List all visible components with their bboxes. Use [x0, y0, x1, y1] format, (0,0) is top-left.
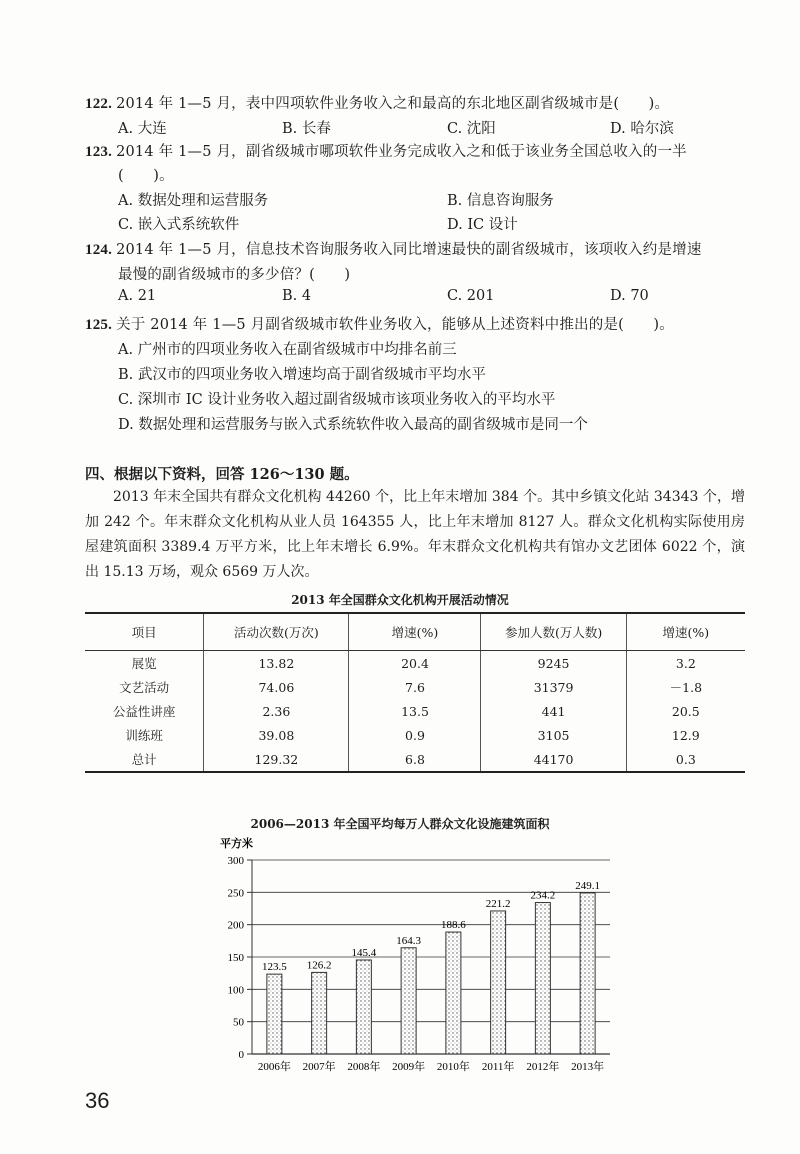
bar-value-label: 145.4: [351, 946, 377, 959]
y-tick-label: 150: [227, 952, 244, 964]
option: D. 数据处理和运营服务与嵌入式系统软件收入最高的副省级城市是同一个: [118, 417, 588, 433]
table-header-row: [85, 613, 745, 651]
question-123: [85, 140, 687, 161]
y-axis-label: 平方米: [220, 838, 253, 850]
bar-value-label: 249.1: [575, 879, 600, 892]
table-cell: 展览: [131, 656, 157, 671]
table-cell: 13.82: [204, 651, 349, 676]
table-cell: 129.32: [204, 747, 349, 772]
y-tick-label: 50: [233, 1016, 244, 1029]
activity-table: [85, 612, 745, 773]
table-header-cell: 参加人数(万人数): [481, 613, 626, 651]
table-cell: 441: [481, 699, 626, 723]
section-paragraph: 2013 年末全国共有群众文化机构 44260 个，比上年末增加 384 个。其中乡镇文化站 34343 个，增加 242 个。年末群众文化机构从业人员 164355 人，比上年末增加 8127 人。群众文化机构实际使用房屋建筑面积 3389.4 万平方米，比上年末增长 6.9%。年末群众文化机构共有馆办文艺团体 6022 个，演出 15.13 万场，观众 6569 万人次。: [85, 489, 745, 580]
bar: [267, 974, 282, 1054]
table-header-cell: 增速(%): [626, 613, 745, 651]
bar-value-label: 234.2: [530, 889, 556, 902]
option: B. 长春: [282, 121, 331, 137]
y-tick-label: 0: [238, 1049, 244, 1061]
bar: [580, 893, 595, 1054]
table-row: [85, 723, 745, 747]
table-cell: 公益性讲座: [112, 704, 176, 719]
bar: [401, 948, 416, 1054]
chart-title: 2006—2013 年全国平均每万人群众文化设施建筑面积: [250, 817, 550, 831]
page-number: 36: [85, 1088, 110, 1113]
question-text: 关于 2014 年 1—5 月副省级城市软件业务收入，能够从上述资料中推出的是( )。: [116, 317, 674, 333]
x-tick-label: 2010年: [436, 1061, 470, 1073]
option: A. 数据处理和运营服务: [118, 193, 269, 209]
table-cell: 文艺活动: [119, 680, 170, 695]
table-cell: 9245: [481, 651, 626, 676]
table-cell: 13.5: [349, 699, 481, 723]
table-cell: 2.36: [204, 699, 349, 723]
table-cell: 7.6: [349, 675, 481, 699]
question-text: 2014 年 1—5 月，信息技术咨询服务收入同比增速最快的副省级城市，该项收入约是增速: [116, 242, 702, 258]
bar-value-label: 164.3: [396, 934, 421, 947]
question-text: 2014 年 1—5 月，副省级城市哪项软件业务完成收入之和低于该业务全国总收入的一半: [116, 144, 687, 160]
bar: [446, 932, 461, 1054]
bar: [356, 960, 371, 1054]
option: D. IC 设计: [447, 217, 518, 233]
table-cell: 3105: [481, 723, 626, 747]
x-tick-label: 2009年: [392, 1061, 426, 1073]
option: D. 哈尔滨: [610, 121, 674, 137]
bar: [491, 911, 506, 1054]
option: A. 大连: [118, 121, 167, 137]
bar-value-label: 123.5: [262, 961, 287, 974]
question-number: 124.: [85, 242, 113, 258]
option: D. 70: [610, 288, 649, 304]
question-text: 2014 年 1—5 月，表中四项软件业务收入之和最高的东北地区副省级城市是( )。: [116, 96, 670, 112]
option: B. 武汉市的四项业务收入增速均高于副省级城市平均水平: [118, 367, 486, 383]
question-number: 125.: [85, 317, 113, 333]
question-125: [85, 313, 674, 334]
table-header-cell: 增速(%): [349, 613, 481, 651]
table-header-cell: 活动次数(万次): [204, 613, 349, 651]
table-cell: －1.8: [626, 675, 745, 699]
table-cell: 12.9: [626, 723, 745, 747]
table-cell: 6.8: [349, 747, 481, 772]
option: C. 嵌入式系统软件: [118, 217, 240, 233]
option: B. 4: [282, 288, 312, 304]
table-cell: 0.9: [349, 723, 481, 747]
bar: [535, 903, 550, 1054]
table-header-cell: 项目: [85, 613, 204, 651]
question-number: 123.: [85, 144, 113, 160]
x-tick-label: 2013年: [571, 1061, 605, 1073]
y-tick-label: 200: [227, 919, 244, 932]
y-tick-label: 300: [227, 855, 244, 867]
table-cell: 20.4: [349, 651, 481, 676]
bar: [312, 972, 327, 1054]
option: C. 沈阳: [447, 121, 496, 137]
x-tick-label: 2011年: [481, 1061, 515, 1073]
question-124: [85, 238, 702, 259]
question-text-cont: 最慢的副省级城市的多少倍？( ): [118, 267, 351, 283]
question-text-cont: ( )。: [118, 168, 174, 184]
bar-value-label: 126.2: [306, 959, 332, 972]
table-cell: 3.2: [626, 651, 745, 676]
bar-value-label: 188.6: [441, 919, 466, 932]
question-122: [85, 92, 669, 113]
table-row: [85, 747, 745, 772]
x-tick-label: 2007年: [302, 1061, 336, 1073]
table-row: [85, 675, 745, 699]
x-tick-label: 2006年: [257, 1061, 291, 1073]
x-tick-label: 2012年: [526, 1061, 560, 1073]
y-tick-label: 100: [227, 984, 244, 997]
table-cell: 31379: [481, 675, 626, 699]
y-tick-label: 250: [227, 887, 244, 900]
table-cell: 20.5: [626, 699, 745, 723]
bar-value-label: 221.2: [485, 897, 511, 910]
option: A. 广州市的四项业务收入在副省级城市中均排名前三: [118, 342, 457, 358]
option: C. 201: [447, 288, 495, 304]
table-cell: 44170: [481, 747, 626, 772]
table-title: 2013 年全国群众文化机构开展活动情况: [291, 593, 509, 607]
table-cell: 39.08: [204, 723, 349, 747]
section-title: 四、根据以下资料，回答 126～130 题。: [85, 466, 359, 483]
bar-chart: [0, 832, 800, 1092]
question-number: 122.: [85, 96, 113, 112]
table-row: [85, 651, 745, 676]
table-cell: 0.3: [626, 747, 745, 772]
option: B. 信息咨询服务: [447, 193, 554, 209]
table-cell: 总计: [131, 752, 157, 767]
table-row: [85, 699, 745, 723]
option: A. 21: [118, 288, 157, 304]
x-tick-label: 2008年: [347, 1061, 381, 1073]
table-cell: 训练班: [125, 728, 163, 743]
option: C. 深圳市 IC 设计业务收入超过副省级城市该项业务收入的平均水平: [118, 392, 556, 408]
table-cell: 74.06: [204, 675, 349, 699]
